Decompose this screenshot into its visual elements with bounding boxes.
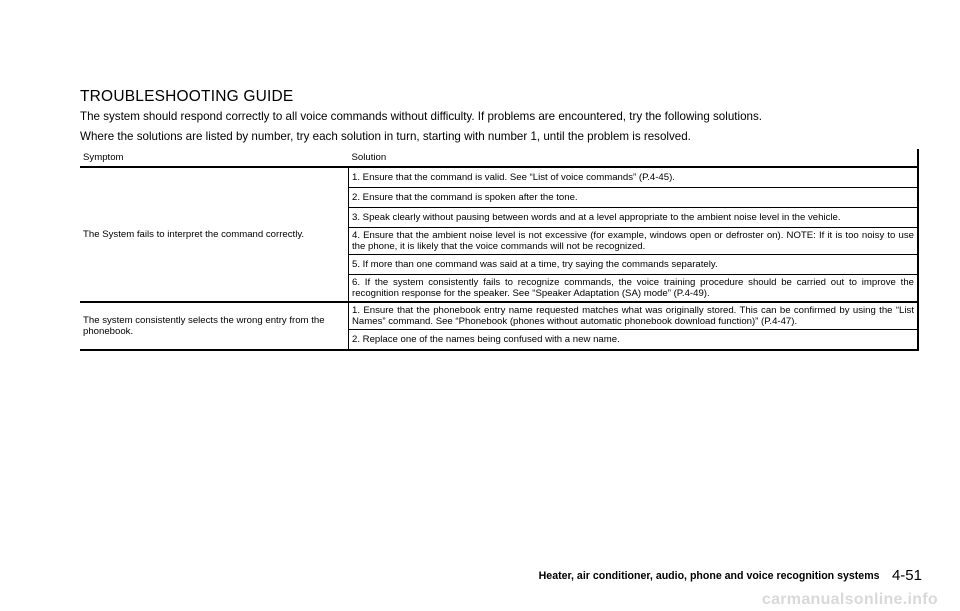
solution-cell: 2. Ensure that the command is spoken after the tone. — [349, 188, 919, 208]
instruction-paragraph: Where the solutions are listed by number, try each solution in turn, starting with number 1, until the problem is resolved. — [80, 130, 691, 143]
solution-cell: 2. Replace one of the names being confused with a new name. — [349, 330, 919, 351]
troubleshooting-table — [80, 149, 919, 351]
footer-section-title: Heater, air conditioner, audio, phone and voice recognition systems — [538, 569, 880, 582]
watermark: carmanualsonline.info — [761, 591, 938, 608]
symptom-cell: The System fails to interpret the command correctly. — [80, 167, 349, 302]
solution-cell: 1. Ensure that the phonebook entry name requested matches what was originally stored. This can be confirmed by using the “List Names” command. See “Phonebook (phones without automatic phonebook download function)” (P.4-47). — [349, 302, 919, 330]
solution-cell: 6. If the system consistently fails to recognize commands, the voice training procedure should be carried out to improve the recognition response for the speaker. See “Speaker Adaptation (SA) mode” (P.4-49). — [349, 275, 919, 303]
section-heading: TROUBLESHOOTING GUIDE — [80, 88, 294, 105]
intro-paragraph: The system should respond correctly to all voice commands without difficulty. If problems are encountered, try the following solutions. — [80, 110, 762, 123]
solution-cell: 1. Ensure that the command is valid. See “List of voice commands” (P.4-45). — [349, 167, 919, 188]
table-row — [80, 302, 918, 330]
header-symptom: Symptom — [80, 149, 349, 167]
page-footer — [539, 567, 922, 585]
symptom-cell: The system consistently selects the wrong entry from the phonebook. — [80, 302, 349, 350]
header-solution: Solution — [349, 149, 919, 167]
page-number: 4-51 — [891, 567, 922, 585]
solution-cell: 4. Ensure that the ambient noise level is not excessive (for example, windows open or defroster on). NOTE: If it is too noisy to use the phone, it is likely that the voice commands will not be recognized. — [349, 228, 919, 255]
table-row — [80, 167, 918, 188]
table-header-row — [80, 149, 918, 167]
solution-cell: 3. Speak clearly without pausing between words and at a level appropriate to the ambient noise level in the vehicle. — [349, 208, 919, 228]
solution-cell: 5. If more than one command was said at a time, try saying the commands separately. — [349, 255, 919, 275]
